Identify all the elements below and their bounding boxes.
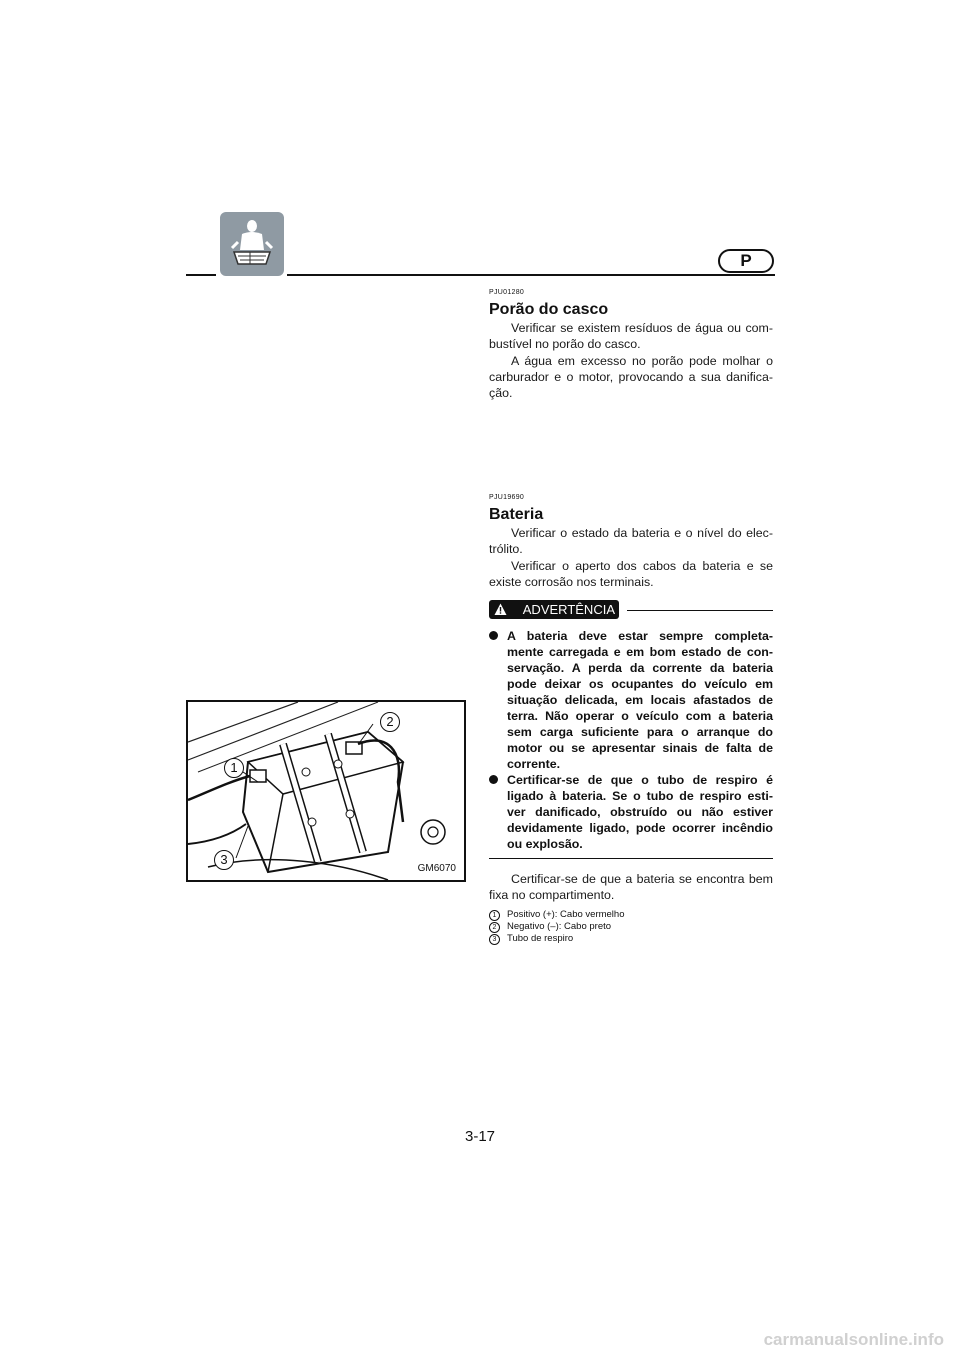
warning-list	[489, 628, 773, 852]
bullet-icon	[489, 631, 498, 640]
warning-text: A bateria deve estar sempre completa- mente carregada e em bom estado de con- servação. A perda da corrente da bateria pode deixar os ocupantes do veículo em situação delicada, em locais afastados de terra. Não operar o veículo com a bateria sem carga suficiente para o arranque do motor ou se apresentar sinais de falta de corrente.	[507, 629, 773, 771]
header-rule-right	[287, 274, 775, 276]
legend-text: Negativo (–): Cabo preto	[507, 921, 612, 932]
warning-rule	[627, 610, 773, 611]
battery-illustration	[186, 700, 466, 882]
callout-1: 1	[224, 758, 244, 778]
footer-url[interactable]: carmanualsonline.info	[763, 1330, 944, 1349]
paragraph: Certificar-se de que a bateria se encontra bem fixa no compartimento.	[489, 872, 773, 902]
callout-3: 3	[214, 850, 234, 870]
figure-legend	[489, 909, 773, 945]
paragraph: Verificar se existem resíduos de água ou com- bustível no porão do casco.	[489, 321, 773, 351]
legend-number: 3	[489, 934, 500, 945]
legend-item	[489, 933, 773, 945]
legend-number: 1	[489, 910, 500, 921]
legend-item	[489, 921, 773, 933]
paragraph: A água em excesso no porão pode molhar o carburador e o motor, provocando a sua danifica- ção.	[489, 354, 773, 400]
legend-item	[489, 909, 773, 921]
legend-number: 2	[489, 922, 500, 933]
figure-code: GM6070	[417, 863, 456, 874]
page-number: 3-17	[464, 1128, 496, 1145]
legend-text: Tubo de respiro	[507, 933, 574, 944]
paragraph: Verificar o estado da bateria e o nível do elec- trólito.	[489, 526, 773, 556]
warning-badge	[489, 600, 619, 619]
warning-text: Certificar-se de que o tubo de respiro é ligado à bateria. Se o tubo de respiro esti- ver danificado, obstruído ou não estiver devidamente ligado, pode ocorrer incêndio ou explosão.	[507, 773, 773, 851]
section-code: PJU19690	[489, 494, 525, 501]
bullet-icon	[489, 775, 498, 784]
section-title: Porão do casco	[489, 301, 609, 318]
warning-label: ADVERTÊNCIA	[522, 602, 615, 617]
warning-header	[489, 600, 773, 622]
language-badge: P	[718, 249, 774, 273]
section-code: PJU01280	[489, 289, 525, 296]
warning-item	[489, 628, 773, 772]
warning-triangle-icon	[494, 603, 507, 616]
section-hull-bilge	[489, 289, 773, 401]
jet-ski-rider-icon	[220, 212, 284, 276]
section-battery	[489, 494, 773, 945]
legend-text: Positivo (+): Cabo vermelho	[507, 909, 625, 920]
callout-2: 2	[380, 712, 400, 732]
warning-item	[489, 772, 773, 852]
warning-end-rule	[489, 858, 773, 859]
header-rule-left	[186, 274, 216, 276]
paragraph: Verificar o aperto dos cabos da bateria e se existe corrosão nos terminais.	[489, 559, 773, 589]
section-title: Bateria	[489, 506, 544, 523]
